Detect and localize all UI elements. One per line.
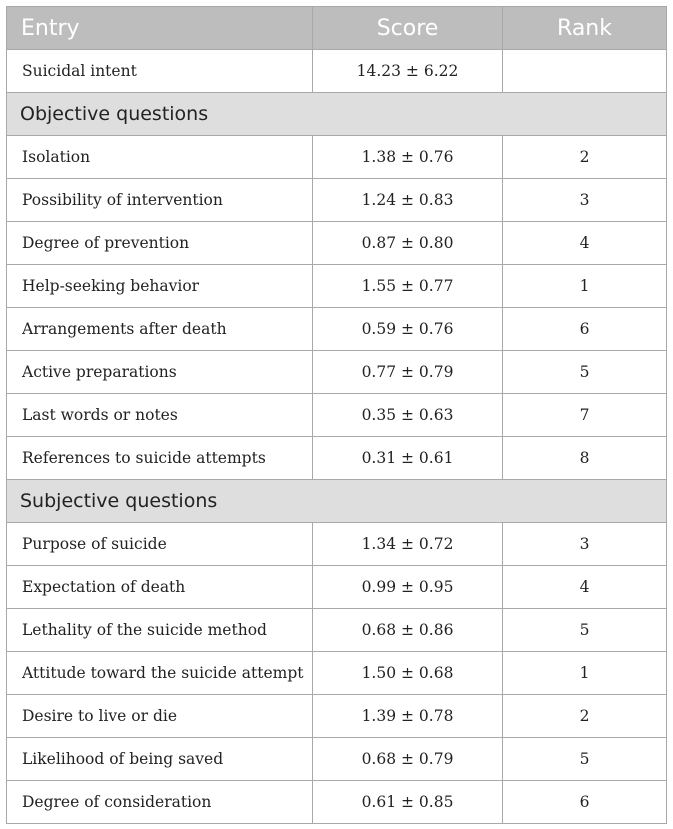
score-cell: 14.23 ± 6.22	[313, 50, 503, 93]
entry-cell: Help-seeking behavior	[7, 265, 313, 308]
entry-cell: Degree of prevention	[7, 222, 313, 265]
entry-cell: Lethality of the suicide method	[7, 609, 313, 652]
score-cell: 0.87 ± 0.80	[313, 222, 503, 265]
rank-cell: 5	[503, 609, 667, 652]
table-row	[7, 609, 667, 652]
table-row	[7, 738, 667, 781]
entry-cell: Attitude toward the suicide attempt	[7, 652, 313, 695]
rank-cell: 5	[503, 351, 667, 394]
score-cell: 1.50 ± 0.68	[313, 652, 503, 695]
table-row	[7, 652, 667, 695]
rank-cell: 8	[503, 437, 667, 480]
section-subjective	[7, 480, 667, 523]
table-row	[7, 308, 667, 351]
rank-cell: 7	[503, 394, 667, 437]
section-title-objective: Objective questions	[7, 93, 667, 136]
rank-cell: 6	[503, 781, 667, 824]
rank-cell: 1	[503, 265, 667, 308]
entry-cell: Likelihood of being saved	[7, 738, 313, 781]
rank-cell: 2	[503, 136, 667, 179]
score-cell: 0.59 ± 0.76	[313, 308, 503, 351]
rank-cell: 1	[503, 652, 667, 695]
rank-cell	[503, 50, 667, 93]
score-cell: 0.68 ± 0.79	[313, 738, 503, 781]
header-row	[7, 7, 667, 50]
header-score: Score	[313, 7, 503, 50]
entry-cell: Purpose of suicide	[7, 523, 313, 566]
entry-cell: Arrangements after death	[7, 308, 313, 351]
header-rank: Rank	[503, 7, 667, 50]
score-cell: 0.68 ± 0.86	[313, 609, 503, 652]
table-row	[7, 695, 667, 738]
table-row	[7, 523, 667, 566]
score-cell: 0.31 ± 0.61	[313, 437, 503, 480]
table-row	[7, 781, 667, 824]
rank-cell: 6	[503, 308, 667, 351]
table-row	[7, 179, 667, 222]
rank-cell: 2	[503, 695, 667, 738]
table-row-overall	[7, 50, 667, 93]
rank-cell: 3	[503, 179, 667, 222]
entry-cell: References to suicide attempts	[7, 437, 313, 480]
entry-cell: Isolation	[7, 136, 313, 179]
rank-cell: 4	[503, 222, 667, 265]
rank-cell: 4	[503, 566, 667, 609]
rank-cell: 5	[503, 738, 667, 781]
score-cell: 1.38 ± 0.76	[313, 136, 503, 179]
table-row	[7, 136, 667, 179]
entry-cell: Degree of consideration	[7, 781, 313, 824]
table-row	[7, 222, 667, 265]
score-cell: 1.34 ± 0.72	[313, 523, 503, 566]
entry-cell: Last words or notes	[7, 394, 313, 437]
score-cell: 0.77 ± 0.79	[313, 351, 503, 394]
table-row	[7, 265, 667, 308]
table-row	[7, 394, 667, 437]
suicidal-intent-table	[6, 6, 667, 824]
section-objective	[7, 93, 667, 136]
score-cell: 1.55 ± 0.77	[313, 265, 503, 308]
entry-cell: Suicidal intent	[7, 50, 313, 93]
score-cell: 1.39 ± 0.78	[313, 695, 503, 738]
entry-cell: Desire to live or die	[7, 695, 313, 738]
score-cell: 0.35 ± 0.63	[313, 394, 503, 437]
score-cell: 1.24 ± 0.83	[313, 179, 503, 222]
entry-cell: Active preparations	[7, 351, 313, 394]
section-title-subjective: Subjective questions	[7, 480, 667, 523]
table-row	[7, 566, 667, 609]
score-cell: 0.99 ± 0.95	[313, 566, 503, 609]
rank-cell: 3	[503, 523, 667, 566]
table-row	[7, 437, 667, 480]
header-entry: Entry	[7, 7, 313, 50]
entry-cell: Possibility of intervention	[7, 179, 313, 222]
entry-cell: Expectation of death	[7, 566, 313, 609]
score-cell: 0.61 ± 0.85	[313, 781, 503, 824]
table-row	[7, 351, 667, 394]
